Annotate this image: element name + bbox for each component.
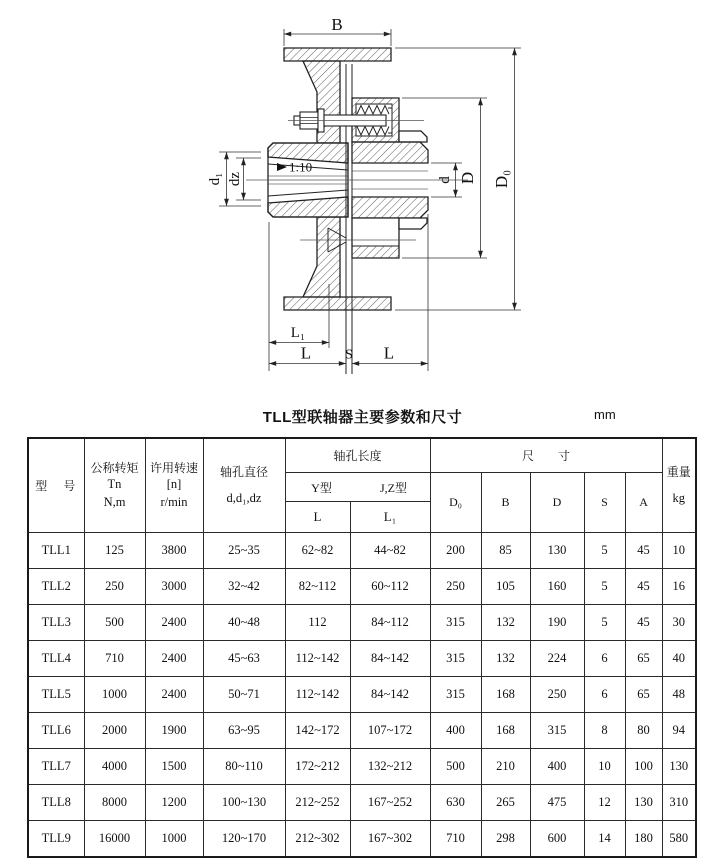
drum-rim-bottom (284, 297, 391, 310)
bore-dia-line-2: d,d₁,dz (226, 490, 262, 505)
table-cell: 94 (662, 713, 696, 749)
table-cell: 10 (584, 749, 625, 785)
table-cell: 100 (625, 749, 662, 785)
table-cell: 85 (481, 533, 530, 569)
col-header-L1: L₁ (350, 502, 430, 533)
table-cell: 500 (430, 749, 481, 785)
table-cell: 2400 (145, 641, 203, 677)
table-cell: 112~142 (285, 677, 350, 713)
table-cell: 5 (584, 533, 625, 569)
table-cell: 250 (430, 569, 481, 605)
cell-model: TLL3 (28, 605, 84, 641)
brake-wheel-half (268, 48, 391, 310)
table-cell: 224 (530, 641, 584, 677)
table-row (28, 785, 696, 821)
col-header-B: B (481, 473, 530, 533)
right-flange-top-band (352, 142, 428, 163)
table-cell: 3800 (145, 533, 203, 569)
table-row (28, 605, 696, 641)
cell-model: TLL8 (28, 785, 84, 821)
dim-label-l-right: L (383, 343, 395, 363)
table-cell: 132 (481, 641, 530, 677)
table-cell: 210 (481, 749, 530, 785)
table-cell: 50~71 (203, 677, 285, 713)
table-cell: 107~172 (350, 713, 430, 749)
table-cell: 132~212 (350, 749, 430, 785)
table-cell: 2400 (145, 677, 203, 713)
table-cell: 130 (625, 785, 662, 821)
table-cell: 45 (625, 533, 662, 569)
table-cell: 82~112 (285, 569, 350, 605)
table-cell: 8000 (84, 785, 145, 821)
table-cell: 5 (584, 605, 625, 641)
table-cell: 65 (625, 677, 662, 713)
right-lower-band (352, 246, 399, 258)
table-cell: 600 (530, 821, 584, 858)
table-cell: 14 (584, 821, 625, 858)
table-cell: 80 (625, 713, 662, 749)
table-cell: 168 (481, 713, 530, 749)
table-cell: 400 (430, 713, 481, 749)
table-cell: 1000 (84, 677, 145, 713)
table-cell: 580 (662, 821, 696, 858)
table-cell: 315 (430, 641, 481, 677)
table-row (28, 641, 696, 677)
speed-line-3: r/min (160, 494, 188, 509)
table-cell: 630 (430, 785, 481, 821)
table-cell: 180 (625, 821, 662, 858)
torque-line-1: 公称转矩 (90, 460, 139, 475)
table-cell: 62~82 (285, 533, 350, 569)
table-cell: 142~172 (285, 713, 350, 749)
table-cell: 1500 (145, 749, 203, 785)
table-cell: 112~142 (285, 641, 350, 677)
page-title: TLL型联轴器主要参数和尺寸 (262, 409, 463, 426)
table-cell: 130 (662, 749, 696, 785)
dim-label-l1: L₁ (290, 325, 306, 341)
table-cell: 132 (481, 605, 530, 641)
dim-label-d0: D₀ (492, 169, 511, 189)
table-cell: 190 (530, 605, 584, 641)
cell-model: TLL6 (28, 713, 84, 749)
table-cell: 315 (530, 713, 584, 749)
type-split (286, 479, 430, 496)
dim-label-d-cap: D (458, 171, 477, 185)
dim-label-dz: dz (227, 171, 243, 187)
table-cell: 6 (584, 677, 625, 713)
table-cell: 40~48 (203, 605, 285, 641)
table-cell: 298 (481, 821, 530, 858)
table-cell: 6 (584, 641, 625, 677)
mating-faces (346, 64, 352, 374)
table-cell: 30 (662, 605, 696, 641)
table-cell: 65 (625, 641, 662, 677)
unit-label: mm (594, 407, 616, 422)
table-cell: 25~35 (203, 533, 285, 569)
table-cell: 475 (530, 785, 584, 821)
table-cell: 265 (481, 785, 530, 821)
cell-model: TLL1 (28, 533, 84, 569)
table-cell: 10 (662, 533, 696, 569)
right-step-bottom (399, 218, 427, 229)
dim-label-d1: d₁ (207, 172, 223, 186)
spec-table (27, 437, 697, 858)
cell-model: TLL7 (28, 749, 84, 785)
col-header-D0: D₀ (430, 473, 481, 533)
table-cell: 16000 (84, 821, 145, 858)
table-cell: 250 (530, 677, 584, 713)
cell-model: TLL9 (28, 821, 84, 858)
table-cell: 200 (430, 533, 481, 569)
col-header-L: L (285, 502, 350, 533)
technical-drawing-svg (0, 0, 725, 400)
table-cell: 84~142 (350, 641, 430, 677)
table-row (28, 749, 696, 785)
dim-label-d: d (437, 176, 453, 184)
weight-line-2: kg (672, 490, 686, 505)
table-cell: 40 (662, 641, 696, 677)
col-header-bore-dia (203, 438, 285, 533)
col-header-weight (662, 438, 696, 533)
table-cell: 3000 (145, 569, 203, 605)
col-header-S: S (584, 473, 625, 533)
table-cell: 45~63 (203, 641, 285, 677)
table-cell: 1200 (145, 785, 203, 821)
table-cell: 172~212 (285, 749, 350, 785)
table-cell: 167~252 (350, 785, 430, 821)
table-cell: 80~110 (203, 749, 285, 785)
jz-type-label: J,Z型 (380, 480, 408, 495)
table-cell: 5 (584, 569, 625, 605)
table-cell: 84~142 (350, 677, 430, 713)
table-cell: 168 (481, 677, 530, 713)
cell-model: TLL2 (28, 569, 84, 605)
table-cell: 45 (625, 605, 662, 641)
col-header-torque (84, 438, 145, 533)
table-cell: 2400 (145, 605, 203, 641)
coupling-section-drawing (0, 0, 725, 400)
table-cell: 105 (481, 569, 530, 605)
table-cell: 710 (84, 641, 145, 677)
table-cell: 2000 (84, 713, 145, 749)
y-type-label: Y型 (311, 480, 332, 495)
table-cell: 315 (430, 677, 481, 713)
speed-line-1: 许用转速 (149, 460, 198, 475)
table-cell: 8 (584, 713, 625, 749)
table-cell: 400 (530, 749, 584, 785)
table-row (28, 821, 696, 858)
speed-line-2: [n] (166, 477, 182, 492)
drum-rim-top (284, 48, 391, 61)
table-cell: 310 (662, 785, 696, 821)
table-row (28, 713, 696, 749)
table-row (28, 533, 696, 569)
col-header-speed (145, 438, 203, 533)
cell-model: TLL5 (28, 677, 84, 713)
torque-line-3: N,m (103, 494, 126, 509)
dim-label-s: S (345, 347, 353, 363)
table-row (28, 569, 696, 605)
table-cell: 250 (84, 569, 145, 605)
table-cell: 48 (662, 677, 696, 713)
table-cell: 120~170 (203, 821, 285, 858)
table-cell: 4000 (84, 749, 145, 785)
col-header-model: 型 号 (28, 438, 84, 533)
table-cell: 100~130 (203, 785, 285, 821)
dim-label-l-left: L (300, 343, 312, 363)
right-flange-bottom-band (352, 197, 428, 218)
table-cell: 1000 (145, 821, 203, 858)
right-step-top (399, 131, 427, 142)
table-cell: 1900 (145, 713, 203, 749)
table-cell: 315 (430, 605, 481, 641)
table-cell: 500 (84, 605, 145, 641)
taper-label: 1:10 (289, 159, 313, 175)
table-cell: 167~302 (350, 821, 430, 858)
bore-dia-line-1: 轴孔直径 (219, 464, 268, 479)
table-cell: 32~42 (203, 569, 285, 605)
table-cell: 212~302 (285, 821, 350, 858)
table-cell: 212~252 (285, 785, 350, 821)
group-header-size: 尺 寸 (430, 438, 662, 473)
torque-line-2: Tn (107, 477, 122, 492)
weight-line-1: 重量 (666, 464, 691, 479)
table-cell: 112 (285, 605, 350, 641)
cell-model: TLL4 (28, 641, 84, 677)
table-row (28, 677, 696, 713)
table-cell: 130 (530, 533, 584, 569)
col-header-A: A (625, 473, 662, 533)
dim-label-b: B (331, 15, 343, 34)
table-cell: 44~82 (350, 533, 430, 569)
table-cell: 125 (84, 533, 145, 569)
table-cell: 12 (584, 785, 625, 821)
table-cell: 63~95 (203, 713, 285, 749)
table-cell: 160 (530, 569, 584, 605)
drum-web-bottom (303, 217, 340, 297)
table-cell: 84~112 (350, 605, 430, 641)
table-cell: 710 (430, 821, 481, 858)
col-header-D: D (530, 473, 584, 533)
table-cell: 60~112 (350, 569, 430, 605)
type-row-cell (285, 473, 430, 502)
title-row (0, 406, 725, 430)
group-header-bore-length: 轴孔长度 (285, 438, 430, 473)
table-cell: 16 (662, 569, 696, 605)
table-cell: 45 (625, 569, 662, 605)
